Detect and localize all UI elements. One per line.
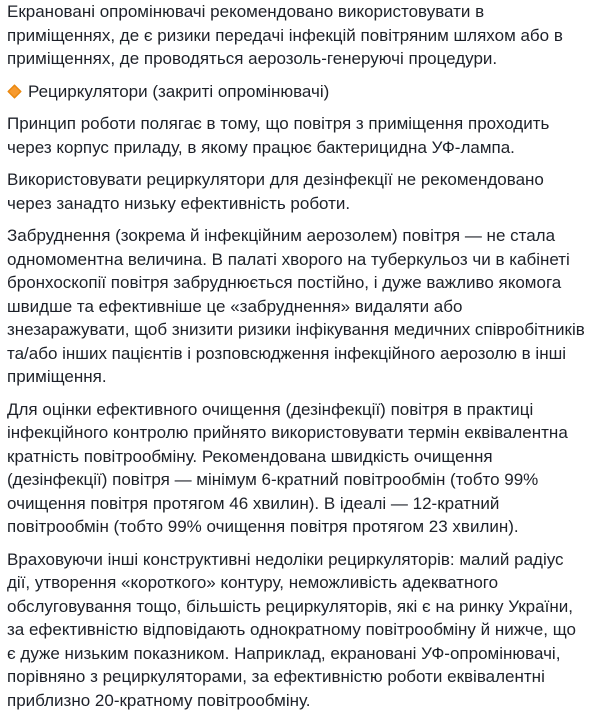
text-line: (дезінфекції) повітря — мінімум 6-кратний повітрообмін (тобто 99% [7, 470, 539, 489]
text-line: кратність повітрообміну. Рекомендована швидкість очищення [7, 446, 493, 466]
text-line: інфекційного контролю прийнято використовувати термін еквівалентна [7, 423, 568, 442]
text-line: приміщеннях, де є ризики передачі інфекцій повітряним шляхом або в [7, 25, 563, 45]
paragraph [7, 548, 608, 713]
text-line: Принцип роботи полягає в тому, що повітря з приміщення проходить [7, 114, 550, 133]
text-line: та/або інших пацієнтів і розповсюдження інфекційного аерозолю в інші [7, 343, 566, 363]
text-line: Екрановані опромінювачі рекомендовано використовувати в [7, 2, 485, 21]
text-line: через занадто низьку ефективність роботи. [7, 193, 351, 213]
text-line: Забруднення (зокрема й інфекційним аерозолем) повітря — не стала [7, 226, 556, 245]
text-line: порівняно з рециркуляторами, за ефективністю роботи еквівалентні [7, 667, 545, 686]
text-line: приблизно 20-кратному повітрообміну. [7, 690, 311, 710]
text-line: очищення повітря протягом 46 хвилин). В ідеалі — 12-кратний [7, 493, 500, 513]
text-line: обслуговування тощо, більшість рециркуляторів, які є на ринку України, [7, 596, 573, 616]
text-line: знезаражувати, щоб знизити ризики інфікування медичних співробітників [7, 320, 585, 339]
paragraph [7, 168, 608, 215]
text-line: через корпус приладу, в якому працює бактерицидна УФ-лампа. [7, 137, 515, 157]
text-line: повітрообмін (тобто 99% очищення повітря протягом 23 хвилин). [7, 517, 519, 536]
text-line: за ефективністю відповідають однократному повітрообміну й нижче, що [7, 620, 576, 639]
text-line: Для оцінки ефективного очищення (дезінфекції) повітря в практиці [7, 399, 534, 419]
text-line: Використовувати рециркулятори для дезінфекції не рекомендовано [7, 170, 544, 189]
bullet-item [7, 80, 608, 104]
text-line: Рециркулятори (закриті опромінювачі) [28, 81, 330, 101]
text-line: є дуже низьким показником. Наприклад, екрановані УФ-опромінювачі, [7, 643, 561, 663]
text-line: дії, утворення «короткого» контуру, неможливість адекватного [7, 573, 499, 592]
text-line: приміщеннях, де проводяться аерозоль-генеруючі процедури. [7, 49, 498, 68]
orange-diamond-icon [7, 84, 22, 99]
text-line: бронхоскопії повітря забруднюється постійно, і дуже важливо якомога [7, 273, 562, 292]
text-line: Враховуючи інші конструктивні недоліки рециркуляторів: малий радіус [7, 549, 564, 569]
paragraph [7, 224, 608, 389]
text-line: приміщення. [7, 367, 107, 386]
text-line: швидше та ефективніше це «забруднення» видаляти або [7, 296, 463, 316]
paragraph [7, 112, 608, 159]
paragraph [7, 398, 608, 539]
paragraph [7, 0, 608, 71]
text-line: одномоментна величина. В палаті хворого на туберкульоз чи в кабінеті [7, 249, 570, 269]
